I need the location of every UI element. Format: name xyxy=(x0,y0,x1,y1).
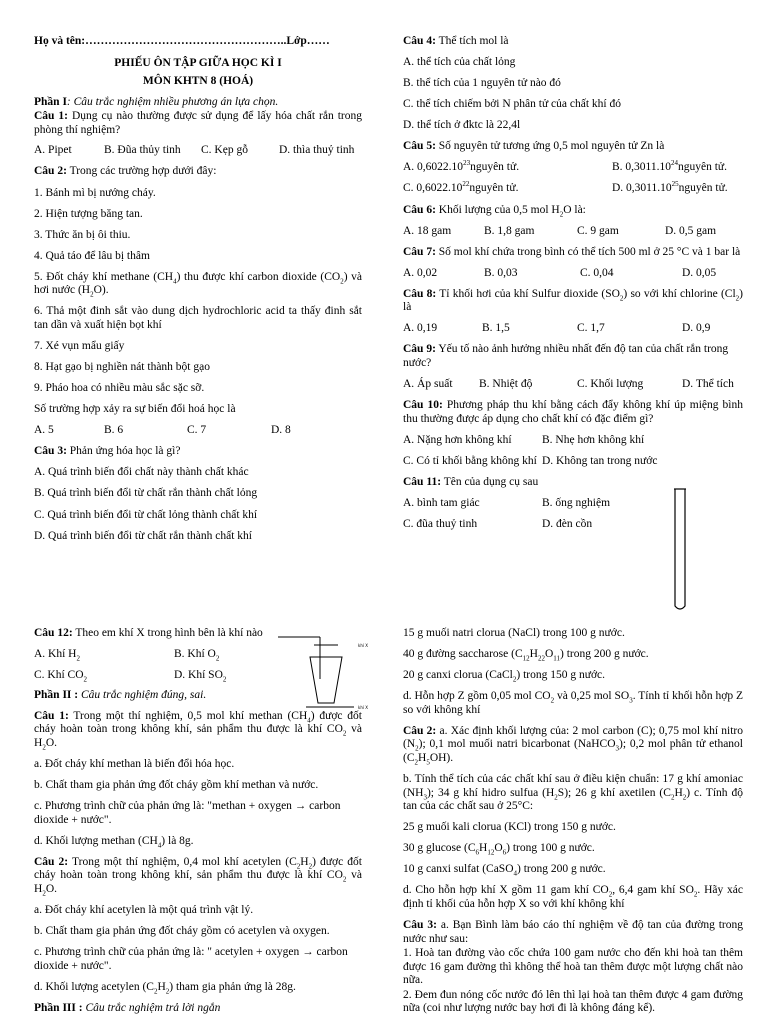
q5-options-row1 xyxy=(403,161,743,175)
q2-item-2: 2. Hiện tượng băng tan. xyxy=(34,207,143,220)
solubility-line-3: 20 g canxi clorua (CaCl$_2$) trong 150 g nước. xyxy=(403,669,606,684)
right-column-bottom xyxy=(403,627,743,1017)
part1-heading: Phần I: Câu trắc nghiệm nhiều phương án lựa chọn. xyxy=(34,95,279,108)
q7-text: Câu 7: Số mol khí chứa trong bình có thể tích 500 ml ở 25 °C và 1 bar là xyxy=(403,245,741,258)
q11-option-a[interactable]: A. bình tam giác xyxy=(403,496,480,509)
q4-option-d[interactable]: D. thể tích ở đktc là 22,4l xyxy=(403,119,521,132)
solubility-kcl: 25 g muối kali clorua (KCl) trong 150 g nước. xyxy=(403,821,616,834)
p2q1-text: Câu 1: Trong một thí nghiệm, 0,5 mol khí methan $(CH_4)$ được đốt cháy hoàn toàn trong không khí, sản phẩm thu được là khí $CO_2$ và $H_2O$. xyxy=(34,709,363,752)
q9-option-d[interactable]: D. Thể tích xyxy=(682,378,734,391)
q2-text: Câu 2: Trong các trường hợp dưới đây: xyxy=(34,165,217,178)
q7-options xyxy=(403,267,743,281)
q10-option-d[interactable]: D. Không tan trong nước xyxy=(542,454,658,467)
q2-option-a[interactable]: A. 5 xyxy=(34,424,54,437)
q5-option-b[interactable]: B. 0,3011.10$^{24}$nguyên tử. xyxy=(612,159,728,174)
q6-option-c[interactable]: C. 9 gam xyxy=(577,224,619,237)
q2-option-c[interactable]: C. 7 xyxy=(187,424,207,437)
q8-text: Câu 8: Tỉ khối hơi của khí Sulfur dioxide $(SO_2)$ so với khí chlorine $(Cl_2)$ là xyxy=(403,287,743,314)
q2-item-4: 4. Quả táo để lâu bị thâm xyxy=(34,249,150,262)
q10-text: Câu 10: Phương pháp thu khí bằng cách đẩy không khí úp miệng bình thu thường được áp dụng cho chất khí có đặc điểm gì? xyxy=(403,399,743,425)
p3q3-step-1: 1. Hoà tan đường vào cốc chứa 100 gam nước cho đến khi hoà tan thêm được 16 gam đường thì không thể hoà tan thêm được một lượng chất nào nữa. xyxy=(403,947,743,987)
q11-text: Câu 11: Tên của dụng cụ sau xyxy=(403,475,539,488)
right-column-top xyxy=(403,35,743,539)
test-tube-icon xyxy=(673,488,687,613)
p2q1-statement-a: a. Đốt cháy khí methan là biến đổi hóa học. xyxy=(34,757,235,770)
q2-item-3: 3. Thức ăn bị ôi thiu. xyxy=(34,228,131,241)
q12-option-a[interactable]: A. Khí $H_2$ xyxy=(34,648,80,663)
q4-option-b[interactable]: B. thể tích của 1 nguyên tử nào đó xyxy=(403,77,561,90)
q7-option-a[interactable]: A. 0,02 xyxy=(403,266,438,279)
q12-text: Câu 12: Theo em khí X trong hình bên là khí nào xyxy=(34,627,263,639)
q5-options-row2 xyxy=(403,182,743,196)
q11-option-d[interactable]: D. đèn cồn xyxy=(542,518,593,530)
q6-option-a[interactable]: A. 18 gam xyxy=(403,224,452,237)
q1-option-b[interactable]: B. Đũa thủy tinh xyxy=(104,144,181,157)
q9-option-c[interactable]: C. Khối lượng xyxy=(577,378,644,391)
q2-item-9: 9. Pháo hoa có nhiều màu sắc sặc sỡ. xyxy=(34,382,205,395)
solubility-line-2: 40 g đường saccharose $(C_{12}H_{22}O_{11})$ trong 200 g nước. xyxy=(403,648,649,663)
q5-option-a[interactable]: A. 0,6022.10$^{23}$nguyên tử. xyxy=(403,159,520,174)
p3q3-text: Câu 3: a. Bạn Bình làm báo cáo thí nghiệm về độ tan của đường trong nước như sau: xyxy=(403,919,744,945)
q4-option-a[interactable]: A. thể tích của chất lỏng xyxy=(403,56,516,69)
svg-text:khí X: khí X xyxy=(358,705,368,710)
q11-option-c[interactable]: C. đũa thuỷ tinh xyxy=(403,518,478,530)
q3-option-c[interactable]: C. Quá trình biến đổi từ chất lỏng thành chất khí xyxy=(34,508,258,521)
q2-item-6: 6. Thả một đinh sắt vào dung dịch hydrochloric acid ta thấy đinh sắt tan dần và xuất hiện bọt khí xyxy=(34,305,362,331)
p2q2-statement-d: d. Khối lượng acetylen $(C_2H_2)$ tham gia phản ứng là 28g. xyxy=(34,980,296,995)
p2q1-statement-d: d. Khối lượng methan $(CH_4)$ là 8g. xyxy=(34,834,194,849)
worksheet-title: PHIẾU ÔN TẬP GIỮA HỌC KÌ I xyxy=(114,56,282,69)
left-column-bottom xyxy=(34,627,368,1023)
part3-heading: Phần III : Câu trắc nghiệm trả lời ngắn xyxy=(34,1001,221,1014)
p2q2-statement-c: c. Phương trình chữ của phản ứng là: " acetylen + oxygen → carbon dioxide + nước". xyxy=(34,946,348,972)
student-name-line: Họ và tên:……………………………………………..Lớp…… xyxy=(34,35,330,47)
q2-item-7: 7. Xé vụn mẩu giấy xyxy=(34,340,125,352)
q3-text: Câu 3: Phản ứng hóa học là gì? xyxy=(34,445,181,458)
q12-option-c[interactable]: C. Khí $CO_2$ xyxy=(34,669,88,684)
p2q1-statement-c: c. Phương trình chữ của phản ứng là: "methan + oxygen → carbon dioxide + nước". xyxy=(34,800,341,826)
q6-option-b[interactable]: B. 1,8 gam xyxy=(484,224,535,237)
mixture-z-question: d. Hỗn hợp Z gồm 0,05 mol $CO_2$ và 0,25 mol $SO_3$. Tính tỉ khối hỗn hợp Z so với không khí xyxy=(403,690,744,716)
q9-option-a[interactable]: A. Áp suất xyxy=(403,378,453,391)
q11-options-row1 xyxy=(403,497,743,511)
q1-text: Câu 1: Dụng cụ nào thường được sử dụng để lấy hóa chất rắn trong phòng thí nghiệm? xyxy=(34,110,362,136)
q2-options xyxy=(34,424,362,438)
q3-option-d[interactable]: D. Quá trình biến đổi từ chất rắn thành chất khí xyxy=(34,529,252,542)
solubility-glucose: 30 g glucose $(C_6H_{12}O_6)$ trong 100 g nước. xyxy=(403,842,595,857)
mixture-x-question: d. Cho hỗn hợp khí X gồm 11 gam khí $CO_2$, 6,4 gam khí $SO_2$. Hãy xác định tỉ khối của hỗn hợp X so với khí không khí xyxy=(403,884,743,910)
q10-option-c[interactable]: C. Có tỉ khối bằng không khí xyxy=(403,454,537,467)
q10-option-b[interactable]: B. Nhẹ hơn không khí xyxy=(542,433,645,446)
q2-option-b[interactable]: B. 6 xyxy=(104,424,124,437)
solubility-caso4: 10 g canxi sulfat (CaSO$_4$) trong 200 g nước. xyxy=(403,863,606,878)
part2-heading: Phần II : Câu trắc nghiệm đúng, sai. xyxy=(34,688,207,701)
q1-option-c[interactable]: C. Kẹp gỗ xyxy=(201,144,248,157)
p2q2-statement-b: b. Chất tham gia phản ứng đốt cháy gồm có acetylen và oxygen. xyxy=(34,925,330,937)
svg-text:khí X: khí X xyxy=(358,643,368,648)
q10-option-a[interactable]: A. Nặng hơn không khí xyxy=(403,433,512,446)
q10-options-row1 xyxy=(403,434,743,448)
q11-options-row2 xyxy=(403,518,743,532)
q2-item-8: 8. Hạt gạo bị nghiền nát thành bột gạo xyxy=(34,361,210,374)
q2-option-d[interactable]: D. 8 xyxy=(271,424,291,437)
q7-option-c[interactable]: C. 0,04 xyxy=(580,266,614,279)
subject-title: MÔN KHTN 8 (HOÁ) xyxy=(142,75,254,88)
q4-option-c[interactable]: C. thể tích chiếm bởi N phân tử của chất khí đó xyxy=(403,98,621,111)
q2-question: Số trường hợp xảy ra sự biến đổi hoá học là xyxy=(34,403,236,416)
q10-options-row2 xyxy=(403,455,743,469)
gas-collection-diagram-icon xyxy=(278,633,378,713)
p2q2-text: Câu 2: Trong một thí nghiệm, 0,4 mol khí acetylen $(C_2H_2)$ được đốt cháy hoàn toàn trong không khí, sản phẩm thu được là khí $CO_2$ và $H_2O$. xyxy=(34,855,363,898)
q2-item-1: 1. Bánh mì bị nướng cháy. xyxy=(34,186,156,199)
q2-item-5: 5. Đốt cháy khí methane $(CH_4)$ thu được khí carbon dioxide $(CO_2)$ và hơi nước $(H_2O)$. xyxy=(34,270,362,299)
q8-option-d[interactable]: D. 0,9 xyxy=(682,322,711,335)
q8-options xyxy=(403,322,743,336)
q7-option-b[interactable]: B. 0,03 xyxy=(484,266,518,279)
q1-option-d[interactable]: D. thìa thuỷ tinh xyxy=(279,144,355,157)
q5-option-d[interactable]: D. 0,3011.10$^{25}$nguyên tử. xyxy=(612,180,728,195)
q1-options xyxy=(34,144,362,158)
p3q2-part-b: b. Tính thể tích của các chất khí sau ở điều kiện chuẩn: 17 g khí amoniac $(NH_3)$; 34 g khí hidro sulfua $(H_2S)$; 26 g khí axetilen $(C_2H_2)$ c. Tính độ tan của các chất sau ở 25°C: xyxy=(403,773,743,813)
q6-options xyxy=(403,225,743,239)
left-column-top xyxy=(34,35,362,551)
q4-text: Câu 4: Thể tích mol là xyxy=(403,35,509,47)
p2q2-statement-a: a. Đốt cháy khí acetylen là một quá trình vật lý. xyxy=(34,903,254,916)
q7-option-d[interactable]: D. 0,05 xyxy=(682,266,717,279)
q5-option-c[interactable]: C. 0,6022.10$^{22}$nguyên tử. xyxy=(403,180,519,195)
q12-option-b[interactable]: B. Khí $O_2$ xyxy=(174,648,220,663)
p3q3-step-2: 2. Đem đun nóng cốc nước đó lên thì lại hoà tan thêm được 4 gam đường nữa (coi như lượng nước bay hơi đi là không đáng kể). xyxy=(403,988,743,1015)
q8-option-a[interactable]: A. 0,19 xyxy=(403,322,438,335)
p3q2-text: Câu 2: a. Xác định khối lượng của: 2 mol carbon (C); 0,75 mol khí nitro $(N_2)$; 0,1 mol muối natri bicarbonat (NaHCO$_3$); 0,2 mol phân tử ethanol $(C_2H_5OH)$. xyxy=(403,724,744,767)
p2q1-statement-b: b. Chất tham gia phản ứng đốt cháy gồm khí methan và nước. xyxy=(34,779,319,791)
q11-option-b[interactable]: B. ống nghiệm xyxy=(542,496,611,509)
q12-option-d[interactable]: D. Khí $SO_2$ xyxy=(174,669,227,684)
q9-option-b[interactable]: B. Nhiệt độ xyxy=(479,378,533,391)
q5-text: Câu 5: Số nguyên tử tương ứng 0,5 mol nguyên tử Zn là xyxy=(403,140,665,153)
q3-option-b[interactable]: B. Quá trình biến đổi từ chất rắn thành chất lỏng xyxy=(34,487,258,500)
solubility-line-1: 15 g muối natri clorua (NaCl) trong 100 g nước. xyxy=(403,627,625,639)
q9-options xyxy=(403,378,743,392)
q6-text: Câu 6: Khối lượng của 0,5 mol $H_2O$ là: xyxy=(403,203,586,218)
q8-option-b[interactable]: B. 1,5 xyxy=(482,322,510,335)
q1-option-a[interactable]: A. Pipet xyxy=(34,144,72,157)
q8-option-c[interactable]: C. 1,7 xyxy=(577,322,605,335)
q6-option-d[interactable]: D. 0,5 gam xyxy=(665,224,717,237)
q9-text: Câu 9: Yếu tố nào ảnh hưởng nhiều nhất đến độ tan của chất rắn trong nước? xyxy=(403,343,729,369)
q3-option-a[interactable]: A. Quá trình biến đổi chất này thành chất khác xyxy=(34,466,249,479)
